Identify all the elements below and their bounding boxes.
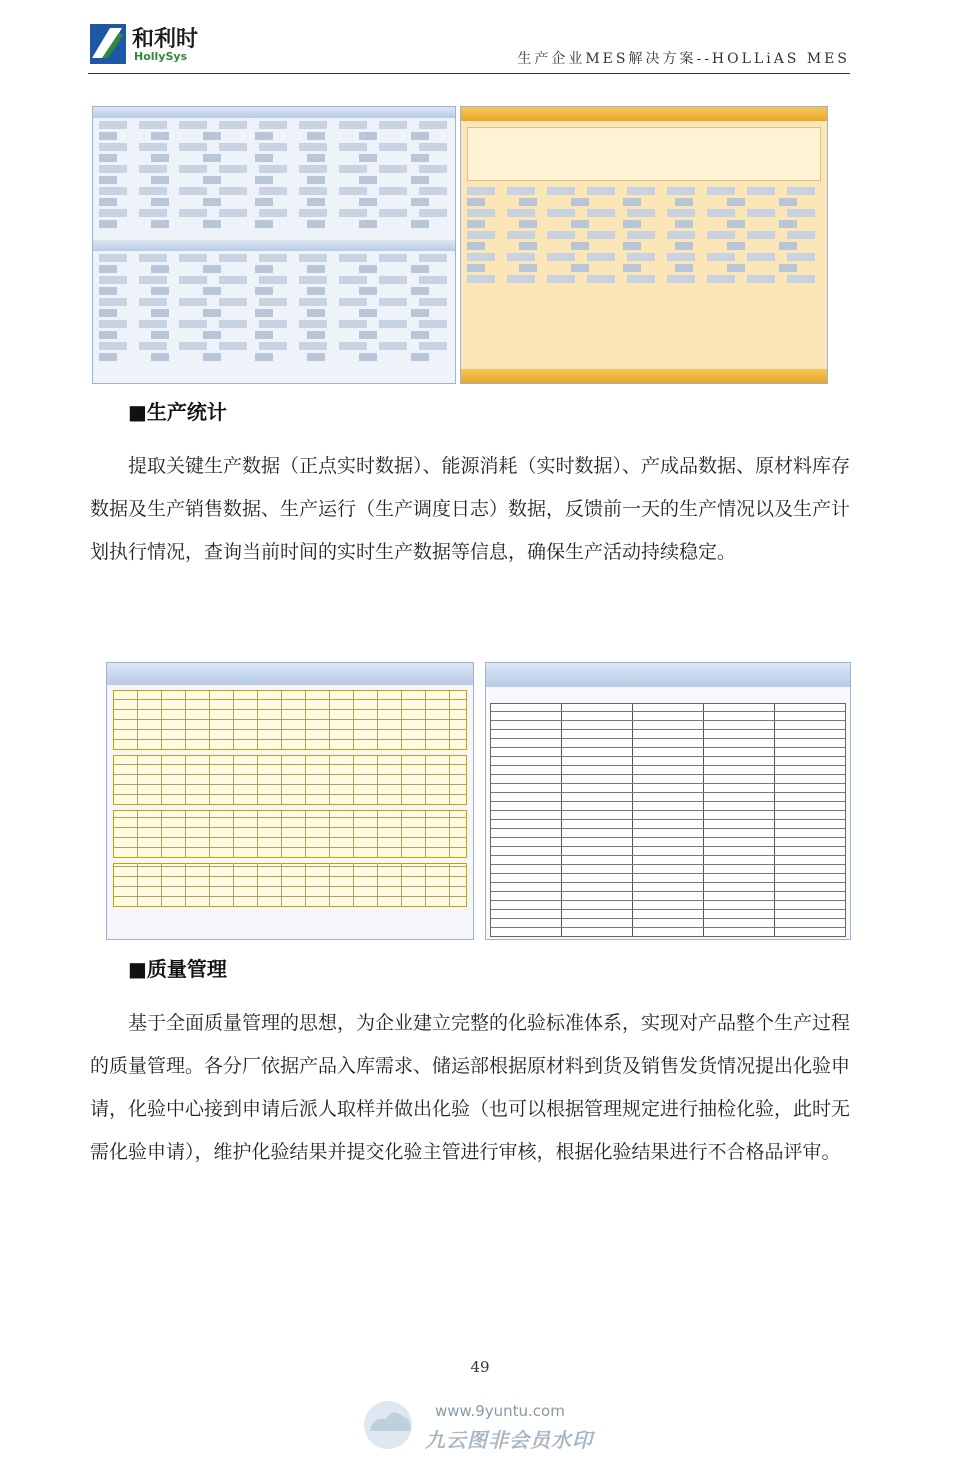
logo-name: 和利时 (132, 26, 199, 52)
paragraph-production-statistics (90, 445, 850, 574)
page-number: 49 (470, 1358, 490, 1376)
watermark-url: www.9yuntu.com (435, 1402, 565, 1420)
section-heading-production-statistics: ■生产统计 (128, 400, 227, 424)
paragraph-quality-management (90, 1002, 850, 1174)
logo-subtitle: HollySys (134, 50, 188, 63)
screenshot-production-plan-detail (460, 106, 828, 384)
header-rule (88, 73, 850, 74)
section-heading-quality-management: ■质量管理 (128, 957, 227, 981)
screenshot-production-plan-list (92, 106, 456, 384)
company-logo (88, 20, 218, 68)
screenshot-production-report (106, 662, 474, 940)
header-title: 生产企业MES解决方案--HOLLiAS MES (517, 51, 850, 67)
watermark-text: 九云图非会员水印 (425, 1428, 593, 1452)
paragraph-text: 基于全面质量管理的思想，为企业建立完整的化验标准体系，实现对产品整个生产过程的质量管理。各分厂依据产品入库需求、储运部根据原材料到货及销售发货情况提出化验申请，化验中心接到申请后派人取样并做出化验（也可以根据管理规定进行抽检化验，此时无需化验申请），维护化验结果并提交化验主管进行审核，根据化验结果进行不合格品评审。 (90, 1012, 851, 1163)
screenshot-inventory-report (485, 662, 851, 940)
paragraph-text: 提取关键生产数据（正点实时数据）、能源消耗（实时数据）、产成品数据、原材料库存数据及生产销售数据、生产运行（生产调度日志）数据，反馈前一天的生产情况以及生产计划执行情况，查询当前时间的实时生产数据等信息，确保生产活动持续稳定。 (90, 455, 851, 563)
